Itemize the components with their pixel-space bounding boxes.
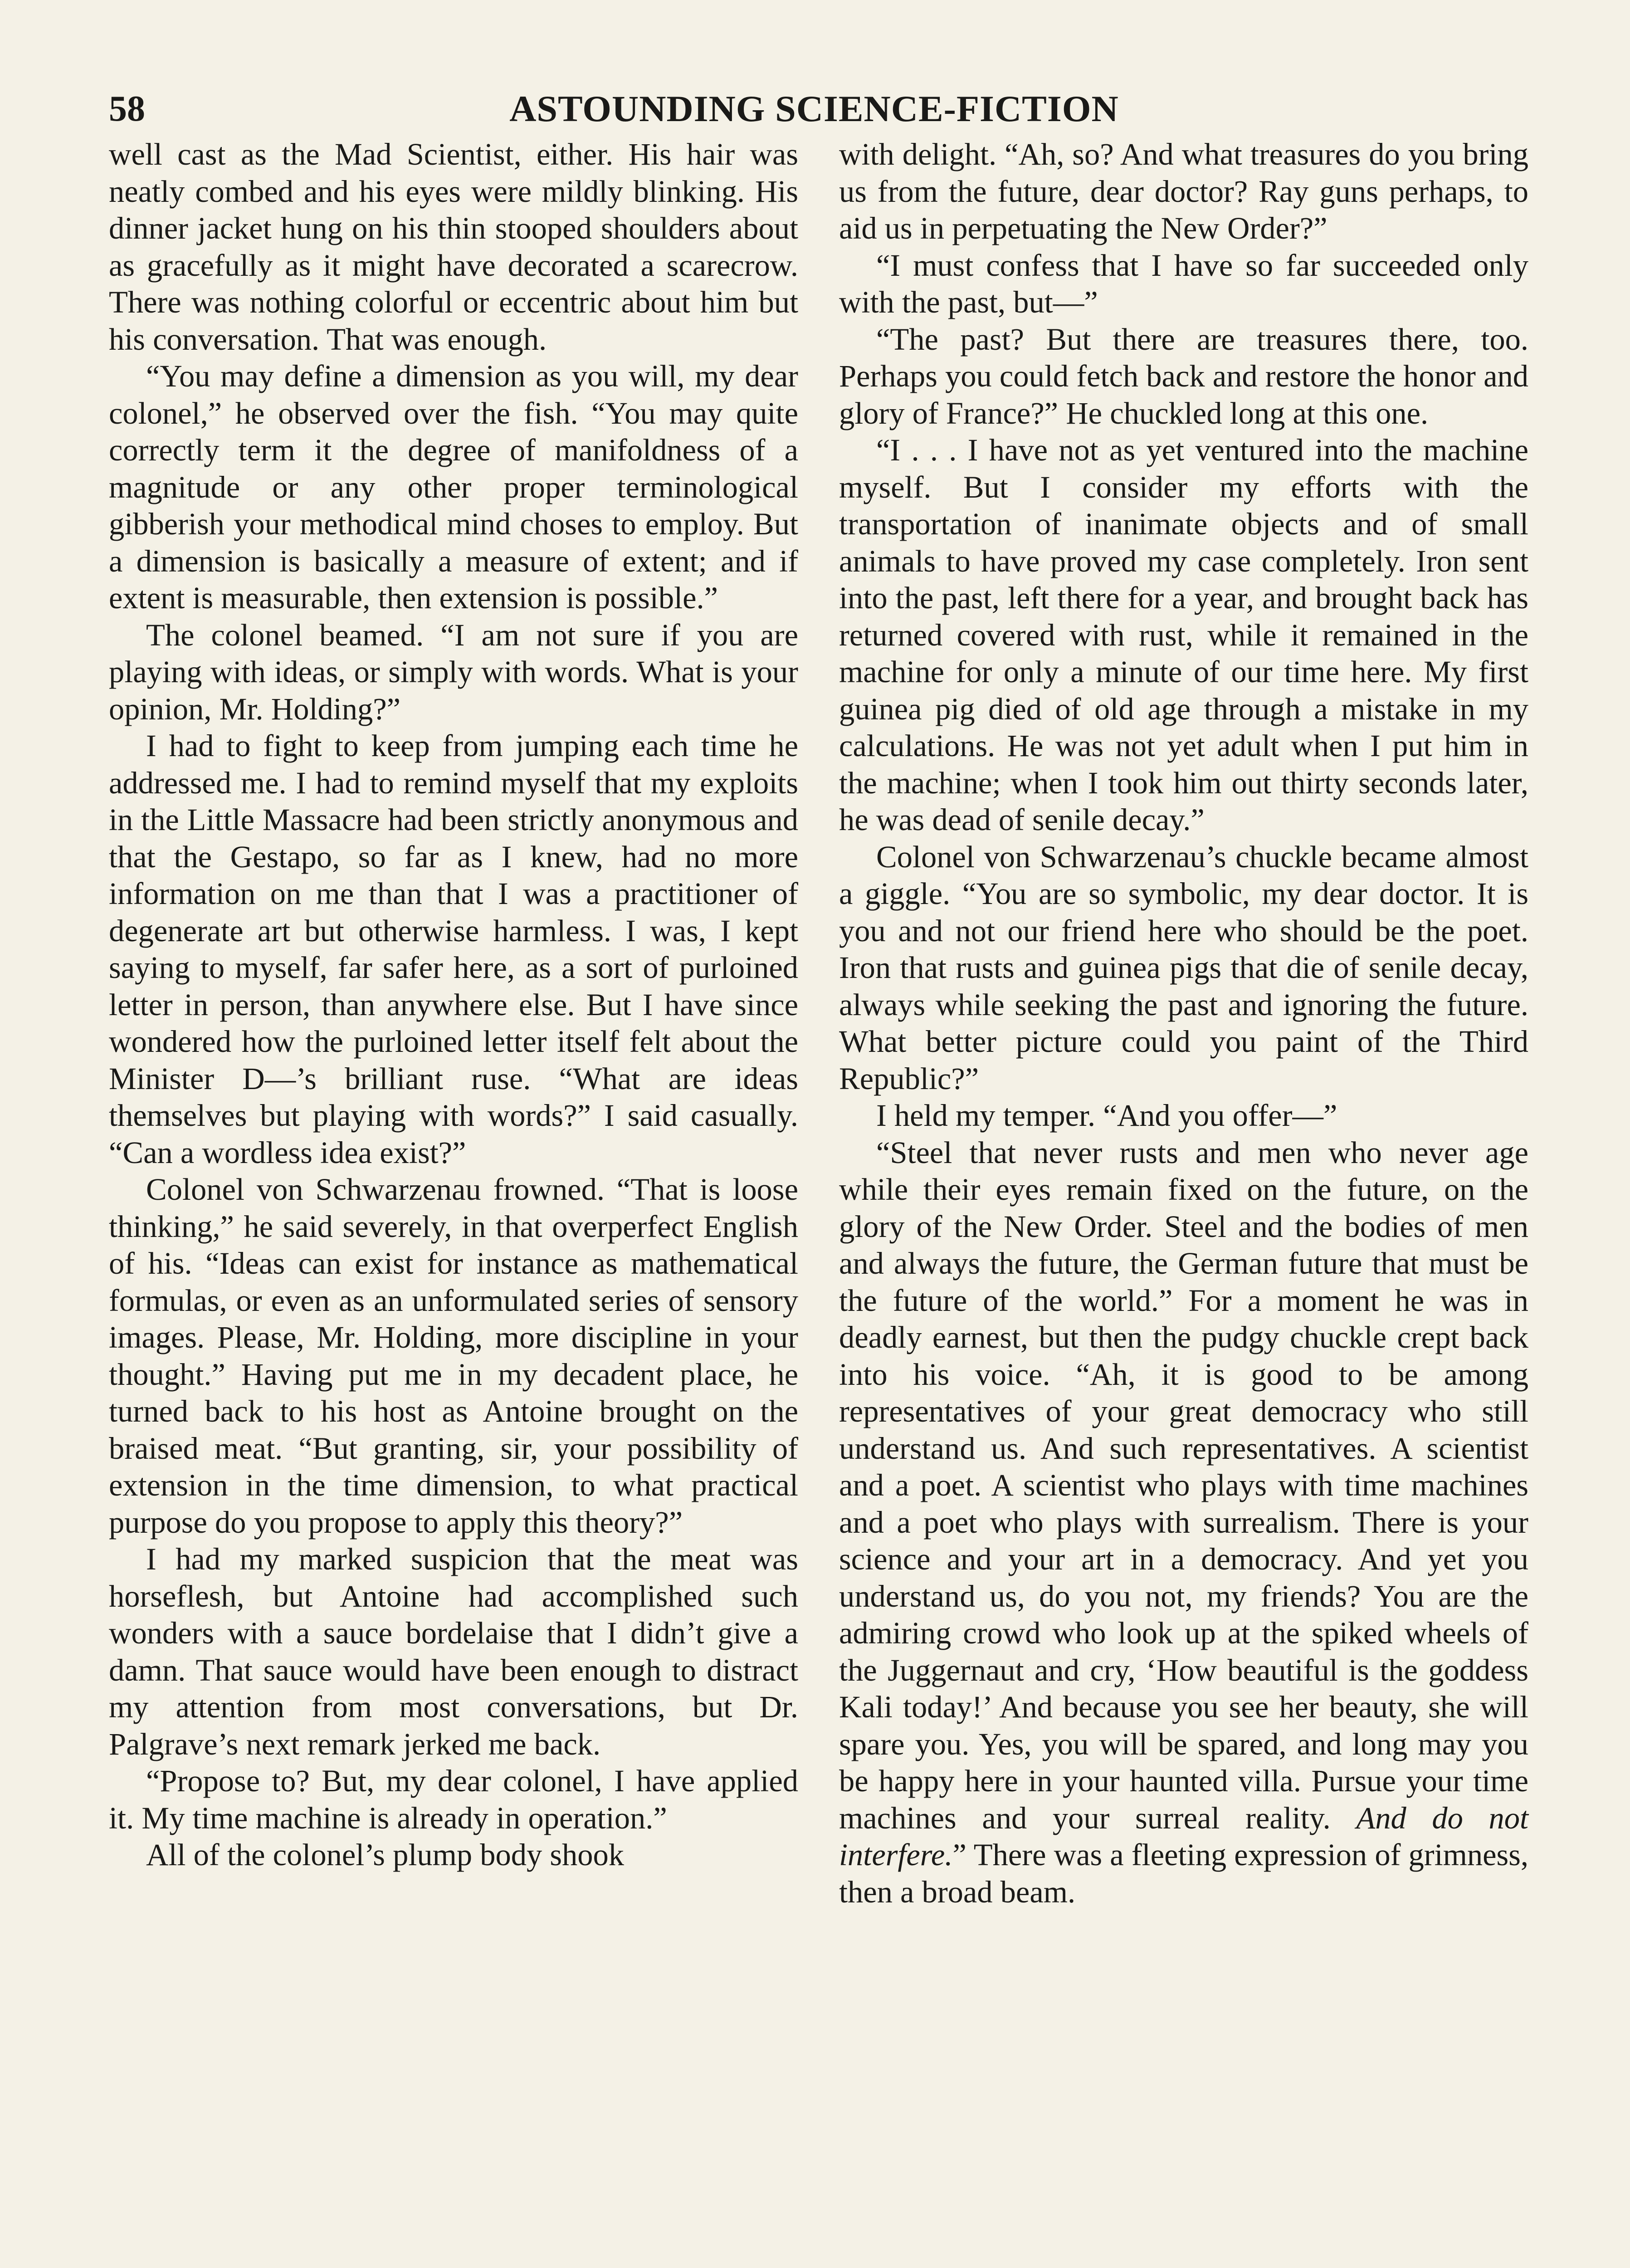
paragraph: well cast as the Mad Scientist, either. His hair was neatly combed and his eyes were mildly blinking. His dinner jacket hung on his thin stooped shoulders about as gracefully as it might have decorated a scarecrow. There was nothing colorful or eccentric about him but his conversation. That was enough. [109,137,798,357]
page-number: 58 [109,89,145,129]
magazine-title: ASTOUNDING SCIENCE-FICTION [509,88,1119,129]
paragraph: Colonel von Schwarzenau frowned. “That is loose thinking,” he said severely, in that overperfect English of his. “Ideas can exist for instance as mathematical formulas, or even as an unformulated series of sensory images. Please, Mr. Holding, more discipline in your thought.” Having put me in my decadent place, he turned back to his host as Antoine brought on the braised meat. “But granting, sir, your possibility of extension in the time dimension, to what practical purpose do you propose to apply this theory?” [109,1172,798,1540]
paragraph: All of the colonel’s plump body shook [146,1838,625,1872]
italic-phrase: And do not interfere. [839,1800,1529,1872]
paragraph-body: “Steel that never rusts and men who never age while their eyes remain fixed on the future, on the glory of the New Order. Steel and the bodies of men and always the future, the German future that must be the future of the world.” For a moment he was in deadly earnest, but then the pudgy chuckle crept back into his voice. “Ah, it is good to be among representatives of your great democracy who still understand us. And such representatives. A scientist and a poet. A scientist who plays with time machines and a poet who plays with surrealism. There is your science and your art in a democracy. And yet you understand us, do you not, my friends? You are the admiring crowd who look up at the spiked wheels of the Juggernaut and cry, ‘How beautiful is the goddess Kali today!’ And because you see her beauty, she will spare you. Yes, you will be spared, and long may you be happy here in your haunted villa. Pursue your time machines and your surreal reality. [839,1135,1528,1835]
paragraph: Colonel von Schwarzenau’s chuckle became almost a giggle. “You are so symbolic, my dear doctor. It is you and not our friend here who should be the poet. Iron that rusts and guinea pigs that die of senile decay, always while seeking the past and ignoring the future. What better picture could you paint of the Third Republic?” [839,839,1528,1096]
paragraph: “Propose to? But, my dear colonel, I have applied it. My time machine is already in operation.” [109,1764,798,1835]
paragraph: “You may define a dimension as you will, my dear colonel,” he observed over the fish. “You may quite correctly term it the degree of manifoldness of a magnitude or any other proper terminological gibberish your methodical mind choses to employ. But a dimension is basically a measure of extent; and if extent is measurable, then extension is possible.” [109,359,798,615]
paragraph [839,1134,1528,1911]
paragraph: with delight. “Ah, so? And what treasures do you bring us from the future, dear doctor? Ray guns perhaps, to aid us in perpetuating the New Order?” [839,137,1528,245]
paragraph: “I must confess that I have so far succeeded only with the past, but—” [839,248,1528,319]
paragraph: I held my temper. “And you offer—” [876,1098,1337,1133]
paragraph: “I . . . I have not as yet ventured into the machine myself. But I consider my efforts with the transportation of inanimate objects and of small animals to have proved my case completely. Iron sent into the past, left there for a year, and brought back has returned covered with rust, while it remained in the machine for only a minute of our time here. My first guinea pig died of old age through a mistake in my calculations. He was not yet adult when I put him in the machine; when I took him out thirty seconds later, he was dead of senile decay.” [839,433,1528,837]
right-column [839,136,1528,2268]
paragraph-tail: ” There was a fleeting expression of grimness, then a broad beam. [839,1838,1528,1909]
page-header [109,84,1519,134]
paragraph: I had to fight to keep from jumping each time he addressed me. I had to remind myself that my exploits in the Little Massacre had been strictly anonymous and that the Gestapo, so far as I knew, had no more information on me than that I was a practitioner of degenerate art but otherwise harmless. I was, I kept saying to myself, far safer here, as a sort of purloined letter in person, than anywhere else. But I have since wondered how the purloined letter itself felt about the Minister D—’s brilliant ruse. “What are ideas themselves but playing with words?” I said casually. “Can a wordless idea exist?” [109,728,798,1170]
paragraph: I had my marked suspicion that the meat was horseflesh, but Antoine had accomplished such wonders with a sauce bordelaise that I didn’t give a damn. That sauce would have been enough to distract my attention from most conversations, but Dr. Palgrave’s next remark jerked me back. [109,1542,798,1761]
paragraph: The colonel beamed. “I am not sure if you are playing with ideas, or simply with words. What is your opinion, Mr. Holding?” [109,617,798,726]
left-column [109,136,798,2268]
paragraph: “The past? But there are treasures there, too. Perhaps you could fetch back and restore the honor and glory of France?” He chuckled long at this one. [839,322,1528,430]
